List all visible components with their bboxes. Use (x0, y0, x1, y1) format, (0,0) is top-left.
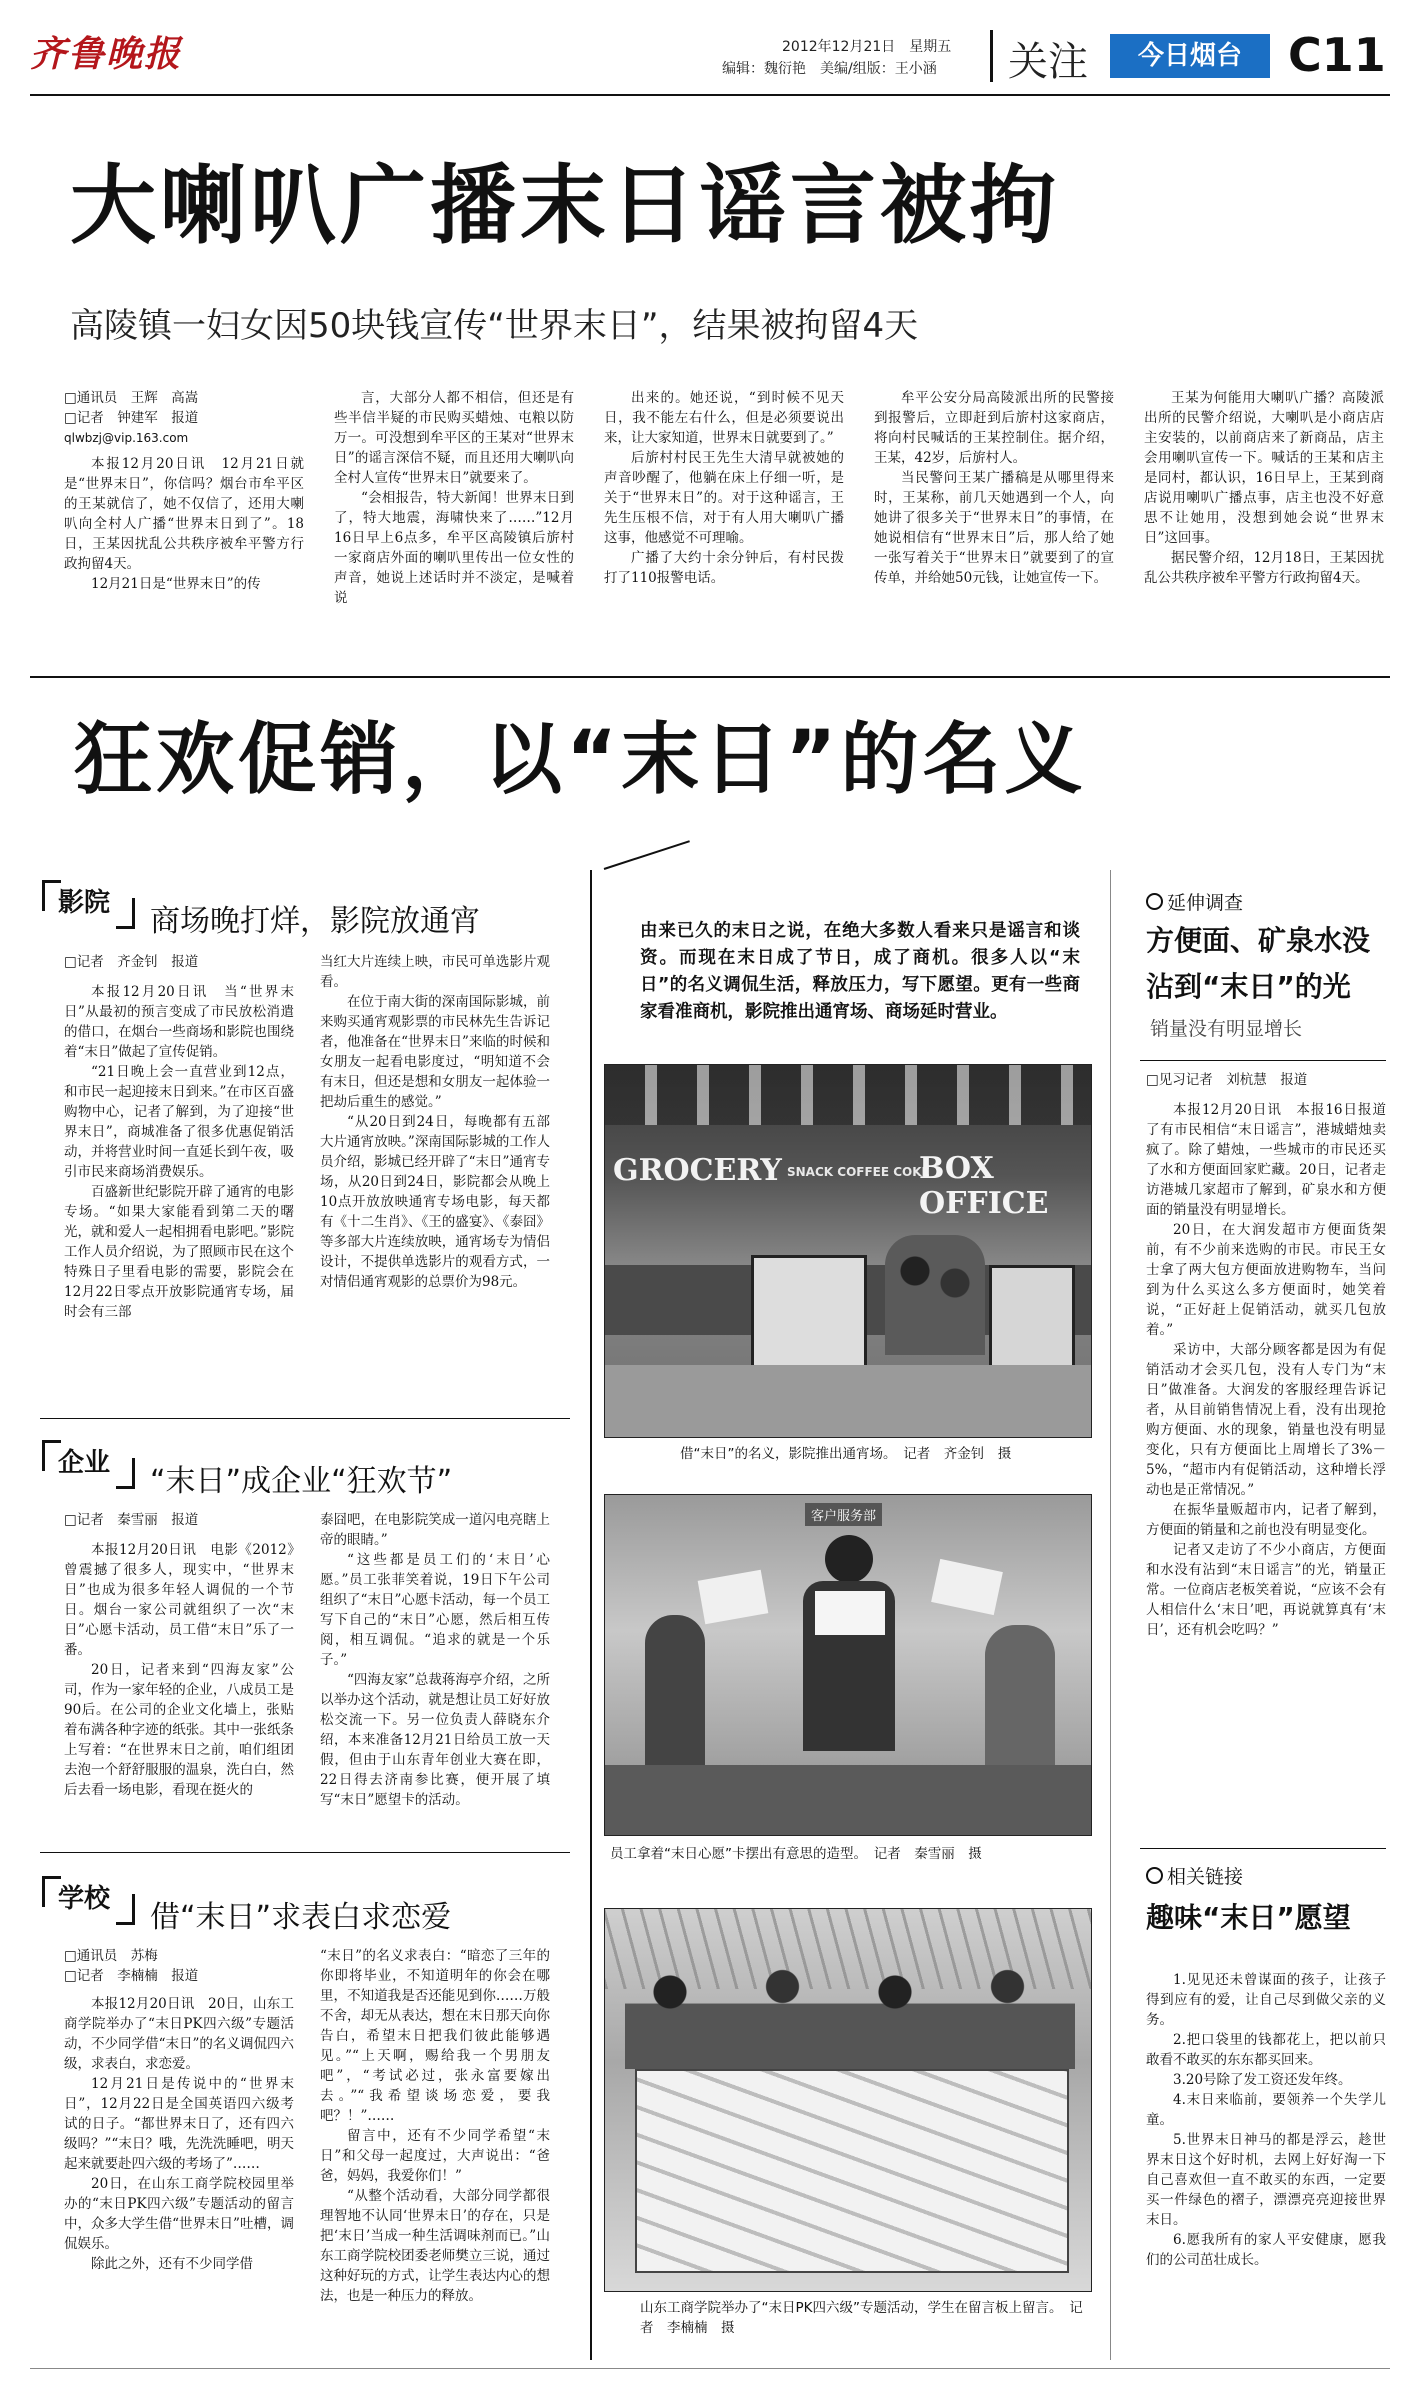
section-rule (40, 1852, 570, 1853)
story1-col4 (874, 388, 1114, 588)
masthead (0, 0, 1417, 96)
wish-list (1146, 1970, 1386, 2270)
person-center (825, 1535, 873, 1583)
person-right (985, 1625, 1055, 1765)
story1-byline1: □通讯员 王辉 高嵩 (64, 390, 199, 406)
sidebar-rule (1140, 1848, 1386, 1849)
story1-byline2: □记者 钟建军 报道 (64, 410, 199, 426)
enterprise-col1 (64, 1510, 294, 1800)
cinema-para: “21日晚上会一直营业到12点，和市民一起迎接末日到来。”在市区百盛购物中心，记者了解到，为了迎接“世界末日”，商城准备了很多优惠促销活动，并将营业时间一直延长到午夜，吸引市民来商场消费娱乐。 (64, 1064, 294, 1180)
sidebar-tag2-label: 相关链接 (1167, 1866, 1244, 1888)
cinema-byline: □记者 齐金钊 报道 (64, 954, 199, 970)
frame-diagonal (604, 840, 690, 870)
school-col2 (320, 1946, 550, 2306)
school-para: 20日，在山东工商学院校园里举办的“末日PK四六级”专题活动的留言中，众多大学生借“世界末日”吐槽，调侃娱乐。 (64, 2176, 294, 2252)
cinema-photo (604, 1064, 1092, 1438)
employee-photo (604, 1494, 1092, 1836)
wish-item: 4.末日来临前，要领养一个失学儿童。 (1146, 2092, 1386, 2128)
sidebar-divider (1110, 870, 1111, 2360)
enterprise-col2 (320, 1510, 550, 1810)
grocery-sign: GROCERY (613, 1153, 782, 1188)
wish-item: 1.见见还未曾谋面的孩子，让孩子得到应有的爱，让自己尽到做父亲的义务。 (1146, 1972, 1386, 2028)
sidebar-title2: 趣味“末日”愿望 (1146, 1901, 1351, 1934)
circle-marker-icon (1146, 1867, 1163, 1884)
story1-para: 王某为何能用大喇叭广播？高陵派出所的民警介绍说，大喇叭是小商店店主安装的，以前商店来了新商品，店主会用喇叭宣传一下。喊话的王某和店主是同村，都认识，16日早上，王某到商店说用喇叭广播点事，店主也没不好意思不让她用，没想到她会说“世界末日”这回事。 (1144, 390, 1384, 546)
sidebar-para: 采访中，大部分顾客都是因为有促销活动才会买几包，没有人专门为“末日”做准备。大润发的客服经理告诉记者，从目前销售情况上看，没有出现抢购方便面、水的现象，销量也没有明显变化，只有方便面比上周增长了3%－5%，“超市内有促销活动，这种增长浮动也是正常情况。” (1146, 1342, 1386, 1498)
school-col1 (64, 1946, 294, 2274)
school-para: “末日”的名义求表白：“暗恋了三年的你即将毕业，不知道明年的你会在哪里，不知道我是否还能见到你……万般不舍，却无从表达，想在末日那天向你告白，希望末日把我们彼此能够遇见。”“上天啊，赐给我一个男朋友吧”，“考试必过，张永富要嫁出去。”“我希望谈场恋爱，要我吧？！”…… (320, 1948, 550, 2124)
sidebar-para: 在振华量贩超市内，记者了解到，方便面的销量和之前也没有明显变化。 (1146, 1502, 1386, 1538)
wish-card (815, 1591, 885, 1635)
sidebar-body (1146, 1070, 1386, 1640)
story1-para: 言，大部分人都不相信，但还是有些半信半疑的市民购买蜡烛、屯粮以防万一。可没想到牟平区的王某对“世界末日”的谣言深信不疑，而且还用大喇叭向全村人宣传“世界末日”就要来了。 (334, 390, 574, 486)
issue-date: 2012年12月21日 星期五 (782, 39, 952, 55)
school-para: 本报12月20日讯 20日，山东工商学院举办了“末日PK四六级”专题活动，不少同学借“末日”的名义调侃四六级，求表白，求恋爱。 (64, 1996, 294, 2072)
cinema-para: “从20日到24日，每晚都有五部大片通宵放映。”深南国际影城的工作人员介绍，影城已经开辟了“末日”通宵专场，从20日到24日，影院都会从晚上10点开放放映通宵专场电影，每天都有《十二生肖》、《王的盛宴》、《泰囧》等多部大片连续放映，通宵场专为情侣设计，不提供单选影片的观看方式，一对情侣通宵观影的总票价为98元。 (320, 1114, 550, 1290)
page-bottom-rule (30, 2368, 1390, 2369)
story1-col3 (604, 388, 844, 588)
story1-para: 当民警问王某广播稿是从哪里得来时，王某称，前几天她遇到一个人，向她讲了很多关于“世界末日”的事情，在她说相信有“世界末日”后，那人给了她一张写着关于“世界末日”就要到了的宣传单，并给她50元钱，让她宣传一下。 (874, 470, 1114, 586)
employee-photo-caption: 员工拿着“末日心愿”卡摆出有意思的造型。 记者 秦雪丽 摄 (610, 1846, 982, 1862)
story1-bottom-rule (30, 676, 1390, 678)
sidebar-para: 记者又走访了不少小商店，方便面和水没有沾到“末日谣言”的光，销量正常。一位商店老板笑着说，“应该不会有人相信什么‘末日’吧，再说就算真有‘末日’，还有机会吃吗？” (1146, 1542, 1386, 1638)
person-left (645, 1615, 705, 1765)
school-para: “从整个活动看，大部分同学都很理智地不认同‘世界末日’的存在，只是把‘末日’当成一种生活调味剂而已。”山东工商学院校团委老师樊立三说，通过这种好玩的方式，让学生表达内心的想法，也是一种压力的释放。 (320, 2188, 550, 2304)
masthead-rule (30, 94, 1390, 96)
wish-item: 5.世界末日神马的都是浮云，趁世界末日这个好时机，去网上好好淘一下自己喜欢但一直不敢买的东西，一定要买一件绿色的褶子，漂漂亮亮迎接世界末日。 (1146, 2132, 1386, 2228)
enterprise-title: “末日”成企业“狂欢节” (150, 1464, 453, 1499)
sidebar-sub1: 销量没有明显增长 (1150, 1018, 1303, 1040)
page-number: C11 (1288, 28, 1386, 82)
editor-credits: 编辑：魏衍艳 美编/组版：王小涵 (722, 61, 937, 77)
enterprise-para: “这些都是员工们的‘末日’心愿。”员工张菲笑着说，19日下午公司组织了“末日”心愿卡活动，每一个员工写下自己的“末日”心愿，然后相互传阅，相互调侃。“追求的就是一个乐子。” (320, 1552, 550, 1668)
sidebar-tag1-label: 延伸调查 (1167, 892, 1244, 914)
story1-col2 (334, 388, 574, 608)
note-board (635, 2069, 1069, 2273)
snack-sign: SNACK COFFEE COKE (787, 1165, 930, 1179)
school-byline2: □记者 李楠楠 报道 (64, 1968, 199, 1984)
tag-bracket-right (116, 898, 135, 929)
story1-para: 后旂村村民王先生大清早就被她的声音吵醒了，他躺在床上仔细一听，是关于“世界末日”的。对于这种谣言，王先生压根不信，对于有人用大喇叭广播这事，他感觉不可理喻。 (604, 450, 844, 546)
desk (605, 1765, 1091, 1835)
newspaper-logo: 齐鲁晚报 (30, 33, 183, 75)
sidebar-tag1 (1146, 888, 1243, 915)
cinema-col1 (64, 952, 294, 1322)
sidebar-tag2 (1146, 1862, 1243, 1889)
wish-item: 2.把口袋里的钱都花上，把以前只敢看不敢买的东东都买回来。 (1146, 2032, 1386, 2068)
box-office-sign: BOX OFFICE (919, 1151, 1049, 1221)
message-board-photo-caption: 山东工商学院举办了“末日PK四六级”专题活动，学生在留言板上留言。 记者 李楠楠 摄 (640, 2300, 1083, 2336)
cinema-para: 本报12月20日讯 当“世界末日”从最初的预言变成了市民放松消遣的借口，在烟台一些商场和影院也围绕着“末日”做起了宣传促销。 (64, 984, 294, 1060)
school-para: 除此之外，还有不少同学借 (91, 2256, 253, 2272)
edition-badge (1110, 34, 1270, 78)
sidebar-para: 本报12月20日讯 本报16日报道了有市民相信“末日谣言”，港城蜡烛卖疯了。除了蜡烛，一些城市的市民还买了水和方便面回家贮藏。20日，记者走访港城几家超市了解到，矿泉水和方便面的销量没有明显增长。 (1146, 1102, 1386, 1218)
school-tag: 学校 (58, 1884, 111, 1914)
story1-col5 (1144, 388, 1384, 588)
message-board-photo (604, 1908, 1092, 2292)
cinema-col2 (320, 952, 550, 1292)
school-para: 12月21日是传说中的“世界末日”，12月22日是全国英语四六级考试的日子。“都世界末日了，还有四六级吗？”“末日？哦，先洗洗睡吧，明天起来就要赴四六级的考场了”…… (64, 2076, 294, 2172)
story1-para: “会相报告，特大新闻！世界末日到了，特大地震，海啸快来了……”12月16日早上6点多，牟平区高陵镇后旂村一家商店外面的喇叭里传出一位女性的声音，她说上述话时并不淡定，是喊着说 (334, 490, 574, 606)
enterprise-tag: 企业 (58, 1448, 111, 1478)
section-rule (40, 1418, 570, 1419)
floor (605, 1365, 1091, 1437)
story1-para: 广播了大约十余分钟后，有村民拨打了110报警电话。 (604, 550, 844, 586)
story1-para: 出来的。她还说，“到时候不见天日，我不能左右什么，但是必须要说出来，让大家知道，世界末日就要到了。” (604, 390, 844, 446)
enterprise-para: “四海友家”总裁蒋海亭介绍，之所以举办这个活动，就是想让员工好好放松交流一下。另一位负责人薛晓东介绍，本来准备12月21日给员工放一天假，但由于山东青年创业大赛在即，22日得去济南参比赛，便开展了填写“末日”愿望卡的活动。 (320, 1672, 550, 1808)
masthead-divider (990, 30, 993, 82)
school-byline1: □通讯员 苏梅 (64, 1948, 158, 1964)
sidebar-title1: 方便面、矿泉水没沾到“末日”的光 (1146, 924, 1371, 1003)
enterprise-para: 20日，记者来到“四海友家”公司，作为一家年轻的企业，八成员工是90后。在公司的企业文化墙上，张贴着布满各种字迹的纸张。其中一张纸条上写着：“在世界末日之前，咱们组团去泡一个舒舒服服的温泉，洗白白，然后去看一场电影，看现在挺火的 (64, 1662, 294, 1798)
story1-para: 据民警介绍，12月18日，王某因扰乱公共秩序被牟平警方行政拘留4天。 (1144, 550, 1384, 586)
cinema-photo-caption: 借“末日”的名义，影院推出通宵场。 记者 齐金钊 摄 (680, 1446, 1012, 1462)
crowd (885, 1235, 985, 1355)
wish-item: 6.愿我所有的家人平安健康，愿我们的公司茁壮成长。 (1146, 2232, 1386, 2268)
wish-card (698, 1570, 769, 1624)
sidebar-para: 20日，在大润发超市方便面货架前，有不少前来选购的市民。市民王女士拿了两大包方便面放进购物车，当问到为什么买这么多方便面时，她笑着说，“正好赶上促销活动，就买几包放着。” (1146, 1222, 1386, 1338)
story1-para: 本报12月20日讯 12月21日就是“世界末日”，你信吗？烟台市牟平区的王某就信了，她不仅信了，还用大喇叭向全村人广播“世界末日到了”。18日，王某因扰乱公共秩序被牟平警方行政拘留4天。 (64, 456, 304, 572)
story2-headline: 狂欢促销，以“末日”的名义 (74, 715, 1087, 805)
story1-para: 牟平公安分局高陵派出所的民警接到报警后，立即赶到后旂村这家商店，将向村民喊话的王某控制住。据介绍，王某，42岁，后旂村人。 (874, 390, 1114, 466)
story1-para: 12月21日是“世界末日”的传 (91, 576, 261, 592)
story2-intro: 由来已久的末日之说，在绝大多数人看来只是谣言和谈资。而现在末日成了节日，成了商机。很多人以“末日”的名义调侃生活，释放压力，写下愿望。更有一些商家看准商机，影院推出通宵场、商场延时营业。 (640, 921, 1080, 1022)
section-name: 关注 (1008, 39, 1088, 85)
story1-headline: 大喇叭广播末日谣言被拘 (70, 156, 1060, 256)
students (625, 1959, 1075, 2069)
story1-subhead: 高陵镇一妇女因50块钱宣传“世界末日”，结果被拘留4天 (70, 306, 919, 346)
cinema-para: 当红大片连续上映，市民可单选影片观看。 (320, 954, 550, 990)
cinema-tag: 影院 (58, 888, 111, 918)
school-title: 借“末日”求表白求恋爱 (150, 1900, 452, 1935)
cinema-para: 在位于南大街的深南国际影城，前来购买通宵观影票的市民林先生告诉记者，他准备在“世界末日”来临的时候和女朋友一起看电影度过，“明知道不会有末日，但还是想和女朋友一起体验一把劫后重生的感觉。” (320, 994, 550, 1110)
school-para: 留言中，还有不少同学希望“末日”和父母一起度过，大声说出：“爸爸，妈妈，我爱你们！” (320, 2128, 550, 2184)
enterprise-para: 本报12月20日讯 电影《2012》曾震撼了很多人，现实中，“世界末日”也成为很多年轻人调侃的一个节日。烟台一家公司就组织了一次“末日”心愿卡活动，员工借“末日”乐了一番。 (64, 1542, 294, 1658)
cinema-para: 百盛新世纪影院开辟了通宵的电影专场。“如果大家能看到第二天的曙光，就和爱人一起相拥看电影吧。”影院工作人员介绍说，为了照顾市民在这个特殊日子里看电影的需要，影院会在12月22日零点开放影院通宵专场，届时会有三部 (64, 1184, 294, 1320)
enterprise-byline: □记者 秦雪丽 报道 (64, 1512, 199, 1528)
enterprise-para: 泰囧吧，在电影院笑成一道闪电亮瞎上帝的眼睛。” (320, 1512, 550, 1548)
tag-bracket-right (116, 1458, 135, 1489)
wish-item: 3.20号除了发工资还发年终。 (1173, 2072, 1352, 2088)
circle-marker-icon (1146, 893, 1163, 910)
wish-card (931, 1559, 1003, 1615)
tag-bracket-right (116, 1894, 135, 1925)
office-sign: 客户服务部 (805, 1503, 882, 1526)
story1-email: qlwbzj@vip.163.com (64, 431, 189, 445)
edition-label: 今日烟台 (1137, 41, 1242, 71)
sidebar-rule (1140, 1060, 1386, 1061)
story1-col1 (64, 388, 304, 594)
sidebar-byline: □见习记者 刘杭慧 报道 (1146, 1072, 1308, 1088)
cinema-title: 商场晚打烊，影院放通宵 (150, 904, 480, 939)
ceiling-lights (605, 1065, 1091, 1125)
